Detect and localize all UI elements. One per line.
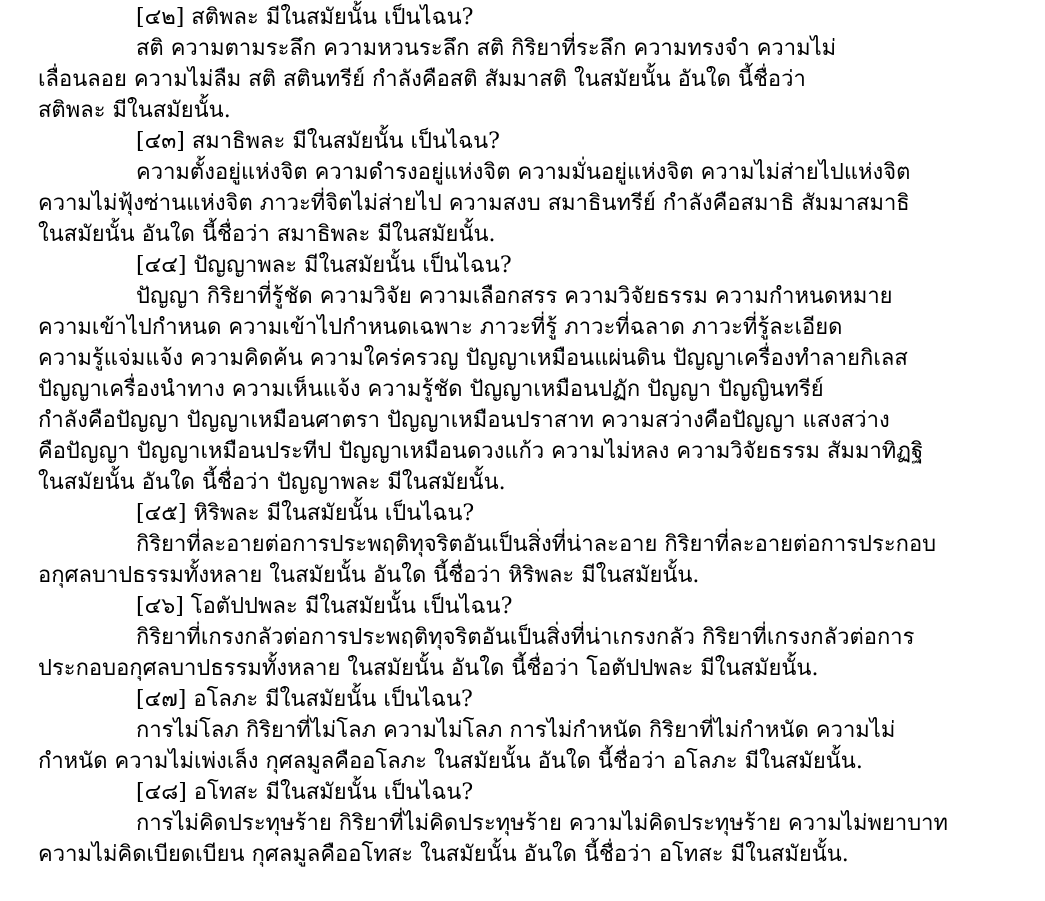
section-heading-47: [๔๗] อโลภะ มีในสมัยนั้น เป็นไฉน? (136, 687, 473, 712)
section-heading-43: [๔๓] สมาธิพละ มีในสมัยนั้น เป็นไฉน? (136, 129, 500, 154)
section-heading-46: [๔๖] โอตัปปพละ มีในสมัยนั้น เป็นไฉน? (136, 594, 513, 619)
document-page (38, 2, 1038, 870)
paragraph-line: การไม่คิดประทุษร้าย กิริยาที่ไม่คิดประทุษร้าย ความไม่คิดประทุษร้าย ความไม่พยาบาท (136, 811, 949, 836)
paragraph-line: กิริยาที่เกรงกลัวต่อการประพฤติทุจริตอันเป็นสิ่งที่น่าเกรงกลัว กิริยาที่เกรงกลัวต่อการ (136, 625, 915, 650)
paragraph-line: ความเข้าไปกำหนด ความเข้าไปกำหนดเฉพาะ ภาวะที่รู้ ภาวะที่ฉลาด ภาวะที่รู้ละเอียด (38, 315, 843, 340)
paragraph-line: อกุศลบาปธรรมทั้งหลาย ในสมัยนั้น อันใด นี้ชื่อว่า หิริพละ มีในสมัยนั้น. (38, 563, 700, 588)
paragraph-line: ความตั้งอยู่แห่งจิต ความดำรงอยู่แห่งจิต ความมั่นอยู่แห่งจิต ความไม่ส่ายไปแห่งจิต (136, 160, 911, 185)
paragraph-line: ในสมัยนั้น อันใด นี้ชื่อว่า สมาธิพละ มีในสมัยนั้น. (38, 222, 496, 247)
paragraph-line: สติพละ มีในสมัยนั้น. (38, 98, 231, 123)
paragraph-line: ประกอบอกุศลบาปธรรมทั้งหลาย ในสมัยนั้น อันใด นี้ชื่อว่า โอตัปปพละ มีในสมัยนั้น. (38, 656, 819, 681)
section-heading-48: [๔๘] อโทสะ มีในสมัยนั้น เป็นไฉน? (136, 780, 474, 805)
paragraph-line: การไม่โลภ กิริยาที่ไม่โลภ ความไม่โลภ การไม่กำหนัด กิริยาที่ไม่กำหนัด ความไม่ (136, 718, 896, 743)
paragraph-line: คือปัญญา ปัญญาเหมือนประทีป ปัญญาเหมือนดวงแก้ว ความไม่หลง ความวิจัยธรรม สัมมาทิฏฐิ (38, 439, 924, 464)
section-heading-44: [๔๔] ปัญญาพละ มีในสมัยนั้น เป็นไฉน? (136, 253, 512, 278)
paragraph-line: กำลังคือปัญญา ปัญญาเหมือนศาตรา ปัญญาเหมือนปราสาท ความสว่างคือปัญญา แสงสว่าง (38, 408, 890, 433)
paragraph-line: ความรู้แจ่มแจ้ง ความคิดค้น ความใคร่ครวญ ปัญญาเหมือนแผ่นดิน ปัญญาเครื่องทำลายกิเลส (38, 346, 908, 371)
paragraph-line: ปัญญา กิริยาที่รู้ชัด ความวิจัย ความเลือกสรร ความวิจัยธรรม ความกำหนดหมาย (136, 284, 893, 309)
section-heading-42: [๔๒] สติพละ มีในสมัยนั้น เป็นไฉน? (136, 5, 474, 30)
section-heading-45: [๔๕] หิริพละ มีในสมัยนั้น เป็นไฉน? (136, 501, 475, 526)
paragraph-line: ปัญญาเครื่องนำทาง ความเห็นแจ้ง ความรู้ชัด ปัญญาเหมือนปฏัก ปัญญา ปัญญินทรีย์ (38, 377, 824, 402)
paragraph-line: ความไม่ฟุ้งซ่านแห่งจิต ภาวะที่จิตไม่ส่ายไป ความสงบ สมาธินทรีย์ กำลังคือสมาธิ สัมมาสมาธิ (38, 191, 910, 216)
paragraph-line: กำหนัด ความไม่เพ่งเล็ง กุศลมูลคืออโลภะ ในสมัยนั้น อันใด นี้ชื่อว่า อโลภะ มีในสมัยนั้น. (38, 749, 863, 774)
paragraph-line: กิริยาที่ละอายต่อการประพฤติทุจริตอันเป็นสิ่งที่น่าละอาย กิริยาที่ละอายต่อการประกอบ (136, 532, 937, 557)
paragraph-line: เลื่อนลอย ความไม่ลืม สติ สตินทรีย์ กำลังคือสติ สัมมาสติ ในสมัยนั้น อันใด นี้ชื่อว่า (38, 67, 806, 92)
paragraph-line: ความไม่คิดเบียดเบียน กุศลมูลคืออโทสะ ในสมัยนั้น อันใด นี้ชื่อว่า อโทสะ มีในสมัยนั้น. (38, 842, 849, 867)
paragraph-line: ในสมัยนั้น อันใด นี้ชื่อว่า ปัญญาพละ มีในสมัยนั้น. (38, 470, 506, 495)
paragraph-line: สติ ความตามระลึก ความหวนระลึก สติ กิริยาที่ระลึก ความทรงจำ ความไม่ (136, 36, 837, 61)
